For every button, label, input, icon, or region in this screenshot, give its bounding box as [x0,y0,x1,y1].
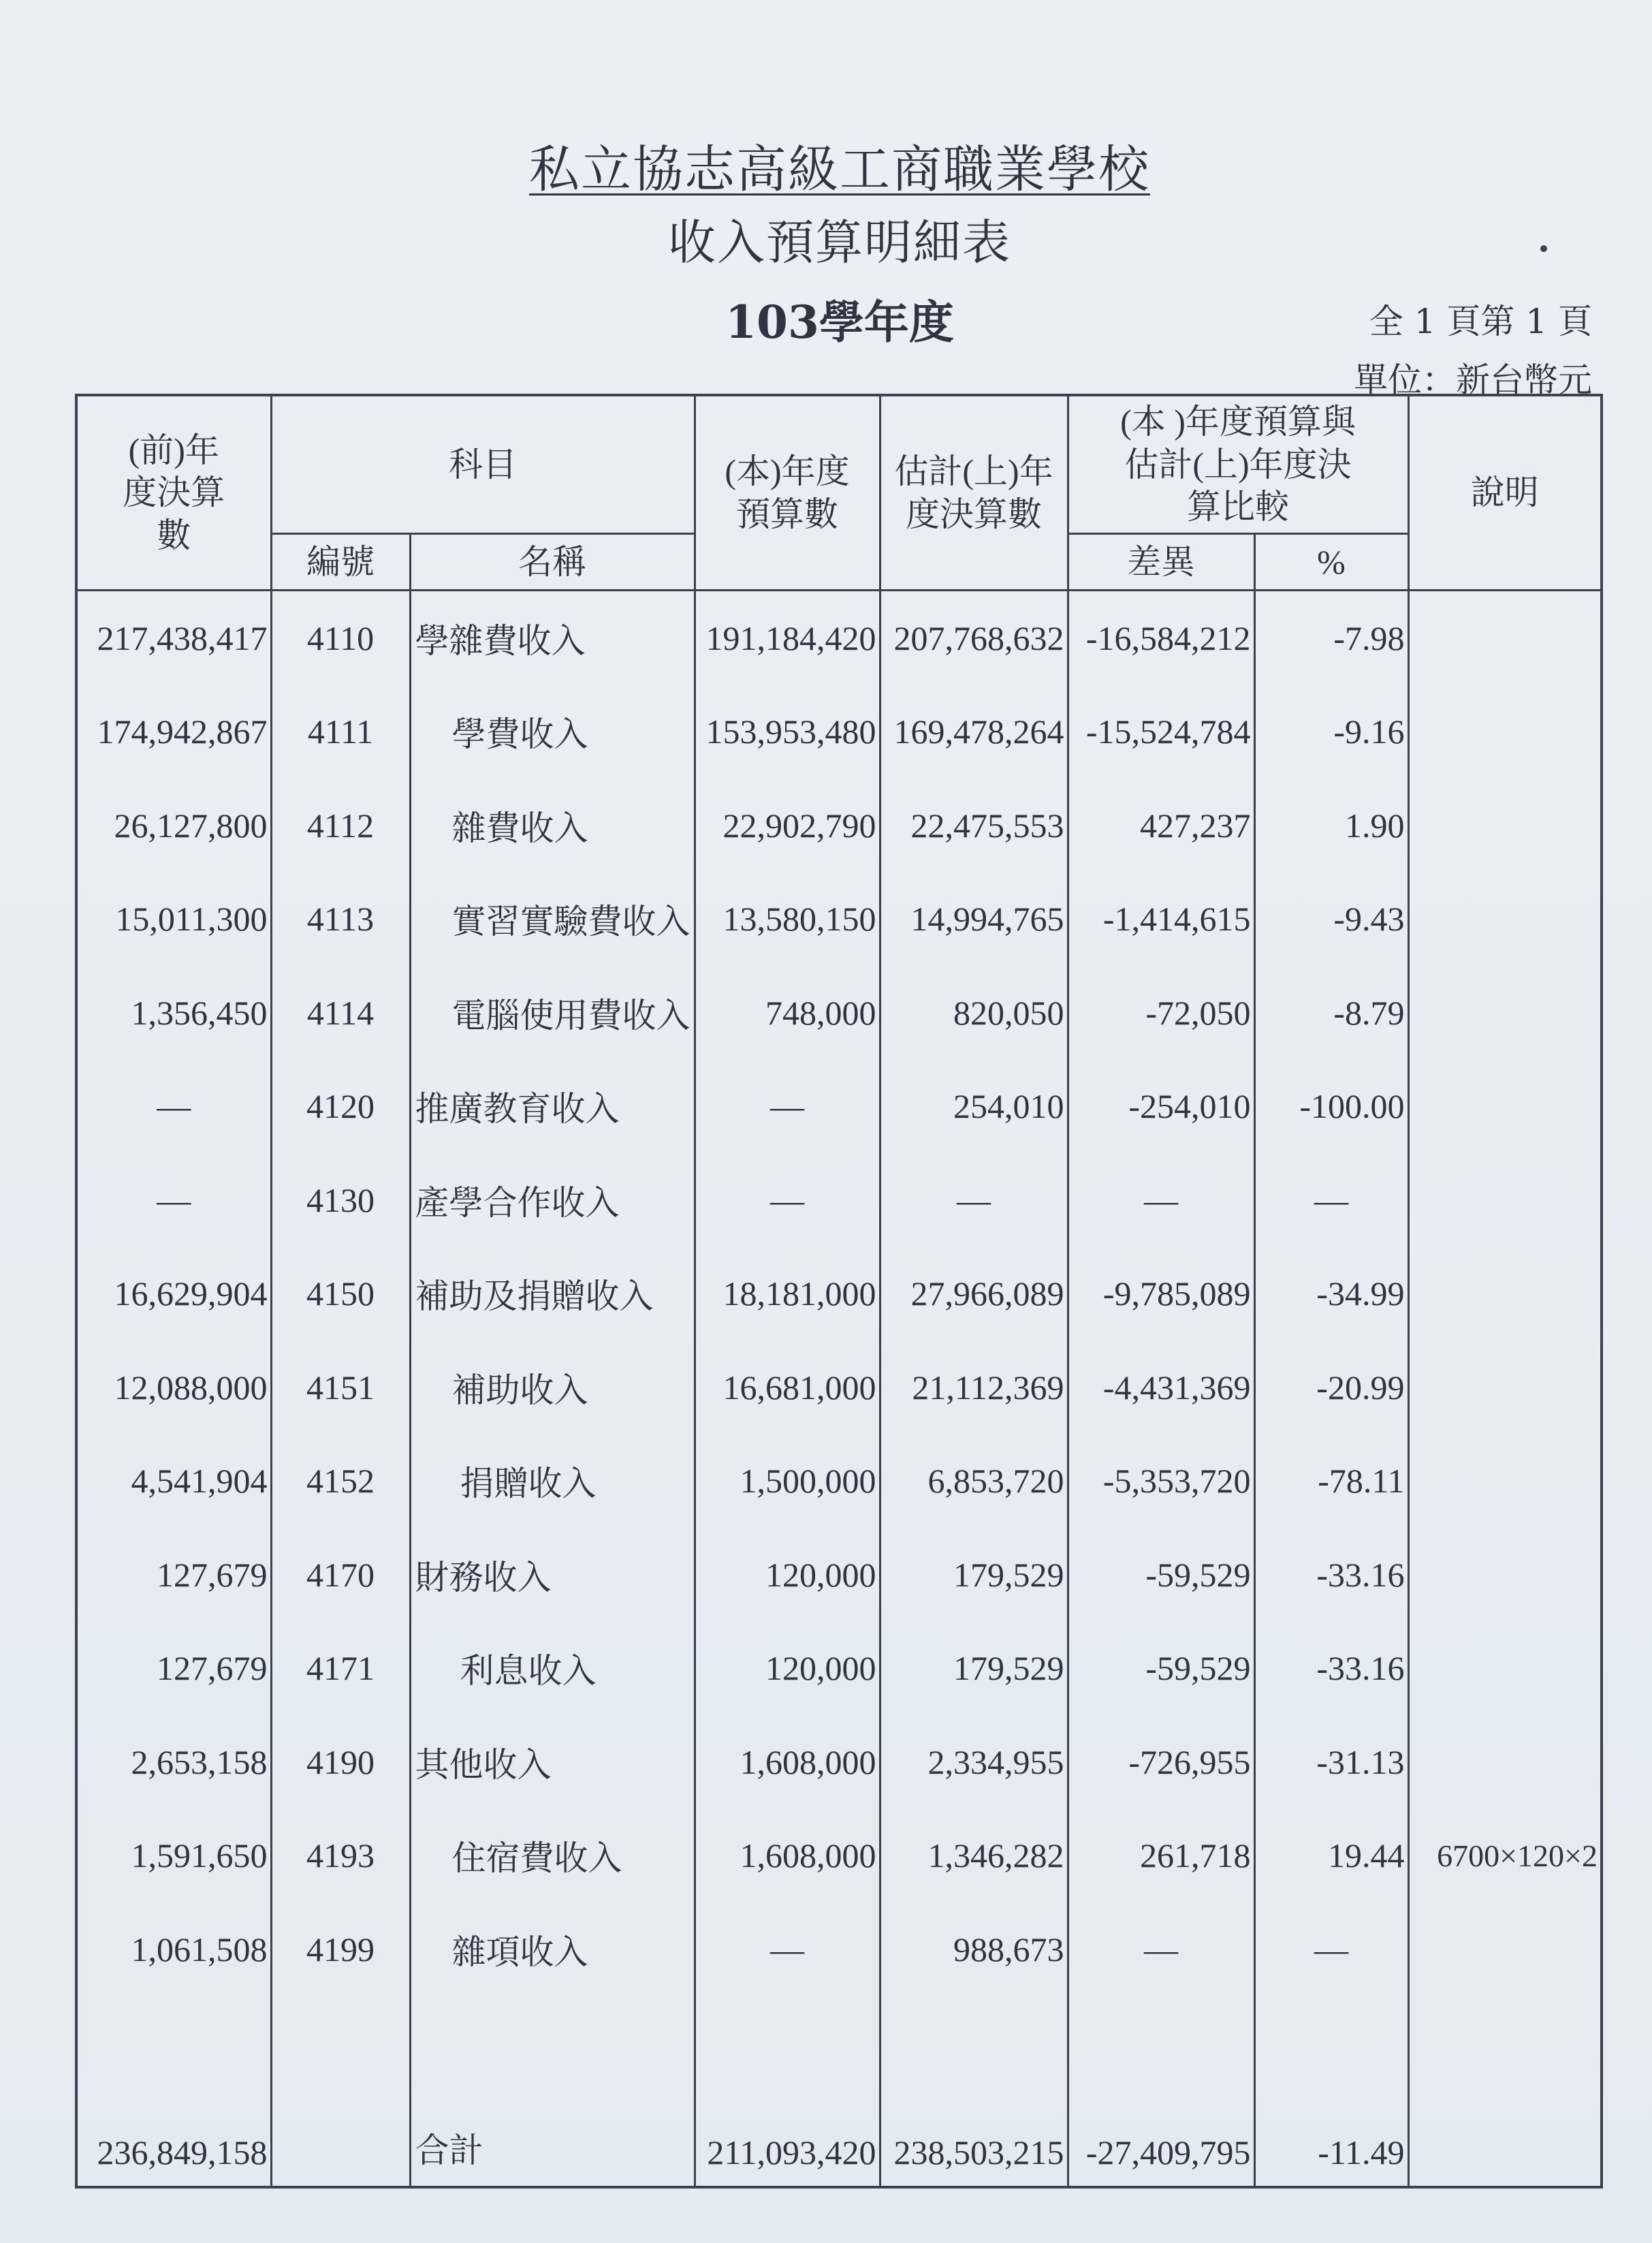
code-cell: 4110 [271,591,410,685]
code-cell: 4120 [271,1060,410,1154]
note-cell [1408,685,1602,779]
diff-cell: 427,237 [1068,779,1254,873]
budget-cell: 748,000 [695,966,880,1060]
total-diff-cell: -27,409,795 [1068,2090,1254,2187]
code-cell: 4112 [271,779,410,873]
empty-cell [695,1996,880,2090]
col-note [1408,395,1602,591]
diff-cell: 261,718 [1068,1809,1254,1903]
diff-cell: -9,785,089 [1068,1247,1254,1341]
diff-cell: -16,584,212 [1068,591,1254,685]
prev-cell: 2,653,158 [76,1715,271,1809]
empty-cell [76,1996,271,2090]
estimate-cell: 27,966,089 [880,1247,1068,1341]
diff-cell: -59,529 [1068,1622,1254,1716]
name-cell: 財務收入 [410,1528,695,1622]
estimate-cell: 179,529 [880,1528,1068,1622]
col-compare-label: (本 )年度預算與估計(上)年度決算比較 [1120,403,1356,527]
total-code-cell [271,2090,410,2187]
table-row [76,779,1602,873]
note-cell [1408,966,1602,1060]
diff-cell: -15,524,784 [1068,685,1254,779]
note-cell [1408,779,1602,873]
code-cell: 4152 [271,1434,410,1528]
pct-cell: -33.16 [1254,1528,1408,1622]
table-row [76,1340,1602,1434]
empty-cell [410,1996,695,2090]
code-cell: 4111 [271,685,410,779]
diff-cell: -254,010 [1068,1060,1254,1154]
diff-cell: -59,529 [1068,1528,1254,1622]
col-pct: % [1254,534,1408,591]
note-cell [1408,873,1602,967]
col-code: 編號 [271,534,410,591]
budget-cell: 191,184,420 [695,591,880,685]
code-cell: 4199 [271,1902,410,1996]
budget-cell: 16,681,000 [695,1340,880,1434]
code-cell: 4190 [271,1715,410,1809]
code-cell: 4171 [271,1622,410,1716]
note-cell [1408,1434,1602,1528]
pct-cell: 1.90 [1254,779,1408,873]
budget-cell: 22,902,790 [695,779,880,873]
budget-cell: 1,608,000 [695,1809,880,1903]
prev-cell: 1,061,508 [76,1902,271,1996]
page-info: 全 1 頁第 1 頁 [1369,302,1592,341]
prev-cell: 1,356,450 [76,966,271,1060]
income-budget-table [75,394,1603,2189]
table-row [76,591,1602,685]
estimate-cell: 6,853,720 [880,1434,1068,1528]
note-cell [1408,1060,1602,1154]
prev-cell: 217,438,417 [76,591,271,685]
col-prev-year [76,395,271,591]
prev-cell: 15,011,300 [76,873,271,967]
name-cell: 雜項收入 [410,1902,695,1996]
empty-cell [1408,1996,1602,2090]
name-cell: 雜費收入 [410,779,695,873]
total-label-cell: 合計 [410,2090,695,2187]
budget-cell: — [695,1153,880,1247]
note-cell [1408,1622,1602,1716]
col-estimate-label: 估計(上)年度決算數 [894,452,1053,533]
estimate-cell: 22,475,553 [880,779,1068,873]
table-row [76,1434,1602,1528]
prev-cell: — [76,1060,271,1154]
name-cell: 電腦使用費收入 [410,966,695,1060]
estimate-cell: 14,994,765 [880,873,1068,967]
code-cell: 4130 [271,1153,410,1247]
diff-cell: — [1068,1153,1254,1247]
total-row [76,2090,1602,2187]
pct-cell: -33.16 [1254,1622,1408,1716]
name-cell: 實習實驗費收入 [410,873,695,967]
name-cell: 補助及捐贈收入 [410,1247,695,1341]
code-cell: 4193 [271,1809,410,1903]
empty-cell [1068,1996,1254,2090]
pct-cell: -100.00 [1254,1060,1408,1154]
prev-cell: 26,127,800 [76,779,271,873]
note-cell [1408,591,1602,685]
prev-cell: — [76,1153,271,1247]
pct-cell: — [1254,1902,1408,1996]
prev-cell: 4,541,904 [76,1434,271,1528]
name-cell: 學雜費收入 [410,591,695,685]
academic-year: 103學年度 [725,296,954,349]
code-cell: 4151 [271,1340,410,1434]
table-header [76,395,1602,591]
col-name: 名稱 [410,534,695,591]
empty-cell [880,1996,1068,2090]
col-note-label: 說明 [1470,473,1539,512]
table-body [76,591,1602,2187]
col-compare [1068,395,1408,534]
table-row [76,1902,1602,1996]
pct-cell: -8.79 [1254,966,1408,1060]
estimate-cell: 21,112,369 [880,1340,1068,1434]
estimate-cell: 254,010 [880,1060,1068,1154]
estimate-cell: 207,768,632 [880,591,1068,685]
estimate-cell: 2,334,955 [880,1715,1068,1809]
estimate-cell: — [880,1153,1068,1247]
name-cell: 利息收入 [410,1622,695,1716]
ink-dot [1540,245,1547,252]
pct-cell: -20.99 [1254,1340,1408,1434]
total-prev-cell: 236,849,158 [76,2090,271,2187]
col-estimate [880,395,1068,591]
prev-cell: 1,591,650 [76,1809,271,1903]
total-pct-cell: -11.49 [1254,2090,1408,2187]
diff-cell: -5,353,720 [1068,1434,1254,1528]
total-note-cell [1408,2090,1602,2187]
estimate-cell: 1,346,282 [880,1809,1068,1903]
pct-cell: -9.43 [1254,873,1408,967]
table-row [76,1153,1602,1247]
code-cell: 4114 [271,966,410,1060]
diff-cell: -1,414,615 [1068,873,1254,967]
table-row [76,1247,1602,1341]
prev-cell: 12,088,000 [76,1340,271,1434]
pct-cell: -34.99 [1254,1247,1408,1341]
col-budget-label: (本)年度預算數 [725,452,850,533]
spacer-row [76,1996,1602,2090]
code-cell: 4113 [271,873,410,967]
total-estimate-cell: 238,503,215 [880,2090,1068,2187]
pct-cell: 19.44 [1254,1809,1408,1903]
table-row [76,966,1602,1060]
table-row [76,1060,1602,1154]
name-cell: 其他收入 [410,1715,695,1809]
col-diff: 差異 [1068,534,1254,591]
estimate-cell: 820,050 [880,966,1068,1060]
table-row [76,1622,1602,1716]
pct-cell: -9.16 [1254,685,1408,779]
budget-cell: 1,500,000 [695,1434,880,1528]
name-cell: 住宿費收入 [410,1809,695,1903]
estimate-cell: 988,673 [880,1902,1068,1996]
note-cell [1408,1902,1602,1996]
budget-cell: 120,000 [695,1528,880,1622]
pct-cell: -7.98 [1254,591,1408,685]
pct-cell: -31.13 [1254,1715,1408,1809]
pct-cell: — [1254,1153,1408,1247]
note-cell [1408,1247,1602,1341]
note-cell: 6700×120×2 [1408,1809,1602,1903]
note-cell [1408,1528,1602,1622]
col-subject [271,395,695,534]
name-cell: 捐贈收入 [410,1434,695,1528]
note-cell [1408,1153,1602,1247]
currency-unit: 單位：新台幣元 [1354,360,1592,400]
diff-cell: -4,431,369 [1068,1340,1254,1434]
budget-cell: 153,953,480 [695,685,880,779]
budget-cell: 13,580,150 [695,873,880,967]
table-row [76,1809,1602,1903]
name-cell: 推廣教育收入 [410,1060,695,1154]
code-cell: 4150 [271,1247,410,1341]
col-subject-label: 科目 [449,445,517,484]
report-subtitle: 收入預算明細表 [668,215,1011,270]
name-cell: 補助收入 [410,1340,695,1434]
budget-cell: — [695,1902,880,1996]
note-cell [1408,1340,1602,1434]
diff-cell: -726,955 [1068,1715,1254,1809]
prev-cell: 174,942,867 [76,685,271,779]
name-cell: 學費收入 [410,685,695,779]
diff-cell: — [1068,1902,1254,1996]
estimate-cell: 169,478,264 [880,685,1068,779]
table-row [76,685,1602,779]
budget-cell: 1,608,000 [695,1715,880,1809]
pct-cell: -78.11 [1254,1434,1408,1528]
note-cell [1408,1715,1602,1809]
estimate-cell: 179,529 [880,1622,1068,1716]
budget-cell: — [695,1060,880,1154]
table-row [76,1715,1602,1809]
name-cell: 產學合作收入 [410,1153,695,1247]
prev-cell: 16,629,904 [76,1247,271,1341]
prev-cell: 127,679 [76,1528,271,1622]
table-row [76,873,1602,967]
empty-cell [271,1996,410,2090]
budget-cell: 120,000 [695,1622,880,1716]
col-budget [695,395,880,591]
school-title: 私立協志高級工商職業學校 [529,140,1150,199]
table-row [76,1528,1602,1622]
diff-cell: -72,050 [1068,966,1254,1060]
col-prev-year-label: (前)年度決算數 [123,430,225,554]
total-budget-cell: 211,093,420 [695,2090,880,2187]
prev-cell: 127,679 [76,1622,271,1716]
code-cell: 4170 [271,1528,410,1622]
empty-cell [1254,1996,1408,2090]
budget-cell: 18,181,000 [695,1247,880,1341]
